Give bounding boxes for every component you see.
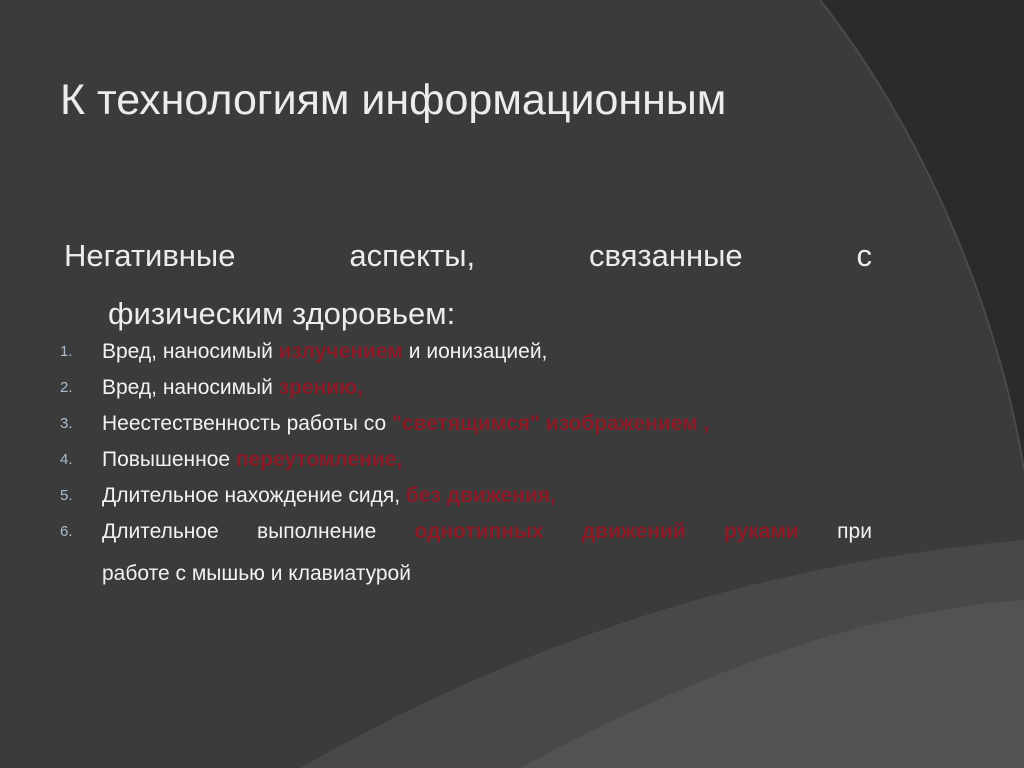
list-number: 3. [60,415,73,432]
list-number: 6. [60,523,73,540]
list-item [0,406,1024,442]
item-text: Вред, наносимый [102,340,279,363]
list-item-text [0,442,872,478]
slide-title: К технологиям информационным [60,76,727,124]
item-text: Повышенное [102,448,236,471]
intro-word: аспекты, [349,238,476,273]
list-item [0,514,1024,592]
item-text-after: и ионизацией, [402,340,548,363]
item-highlight: зрению, [278,376,364,399]
item-highlight: "светящимся" изображением , [391,412,710,435]
list-item-text [0,370,872,406]
list-item [0,370,1024,406]
intro-word: с [856,238,872,273]
intro-paragraph [64,232,872,338]
item-text: Длительное нахождение сидя, [102,484,406,507]
list-number: 2. [60,379,73,396]
aspects-list [0,334,1024,592]
intro-line-1 [64,232,872,280]
item-word: выполнение [256,520,377,543]
item-highlight: без движения, [405,484,556,507]
list-item-text [0,406,872,442]
item-highlight: переутомление, [235,448,403,471]
item-highlight: излучением [278,340,403,363]
intro-line-2: физическим здоровьем: [108,296,456,331]
item-word: Длительное [102,520,219,543]
intro-word: связанные [588,238,743,273]
list-item-line-1 [102,514,872,550]
list-item-line-2: работе с мышью и клавиатурой [102,562,411,585]
item-word: при [837,520,872,543]
list-number: 4. [60,451,73,468]
list-item-text [0,514,872,592]
list-item-text [0,478,872,514]
item-highlight-word: движений [581,520,686,543]
list-item [0,478,1024,514]
list-number: 1. [60,343,73,360]
item-highlight-word: руками [724,520,799,543]
list-item [0,442,1024,478]
list-number: 5. [60,487,73,504]
list-item [0,334,1024,370]
intro-word: Негативные [64,238,236,273]
item-highlight-word: однотипных [414,520,544,543]
list-item-text [0,334,872,370]
item-text: Вред, наносимый [102,376,279,399]
item-text: Неестественность работы со [102,412,392,435]
